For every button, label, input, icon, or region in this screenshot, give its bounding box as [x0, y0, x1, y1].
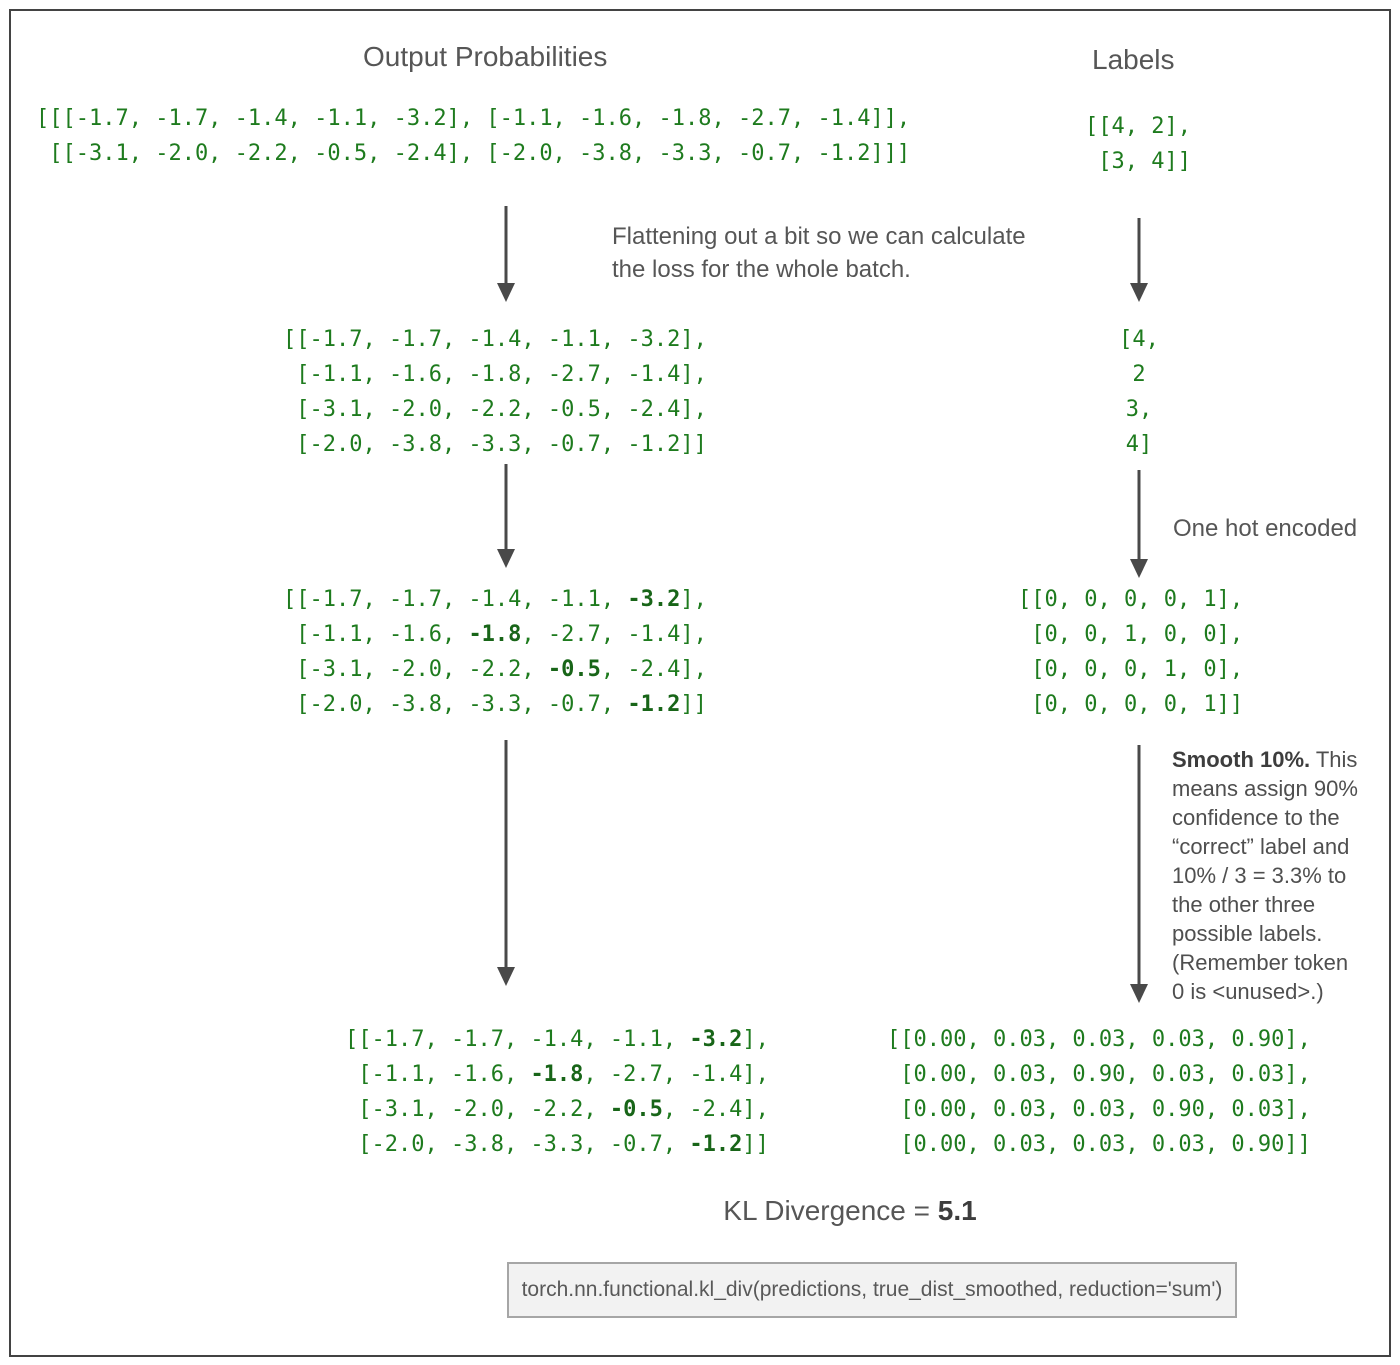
- column-title-output-probabilities: Output Probabilities: [363, 41, 608, 72]
- arrow-head-icon: [497, 967, 515, 986]
- arrow-head-icon: [1130, 283, 1148, 302]
- matrix-logits-highlighted-bottom: [[-1.7, -1.7, -1.4, -1.1, -3.2], [-1.1, -1.6, -1.8, -2.7, -1.4], [-3.1, -2.0, -2.2, -0.5, -2.4], [-2.0, -3.8, -3.3, -0.7, -1.2]]: [345, 1027, 769, 1157]
- arrow-shaft: [505, 464, 508, 552]
- one-hot-note: One hot encoded: [1173, 515, 1358, 542]
- down-arrow-one-hot: [1130, 470, 1148, 578]
- arrow-head-icon: [1130, 984, 1148, 1003]
- down-arrow-smooth: [1130, 745, 1148, 1003]
- matrix-smoothed: [[0.00, 0.03, 0.03, 0.03, 0.90], [0.00, 0.03, 0.90, 0.03, 0.03], [0.00, 0.03, 0.03, 0.90, 0.03], [0.00, 0.03, 0.03, 0.03, 0.90]]: [887, 1027, 1311, 1157]
- matrix-labels-flat: [4, 2 3, 4]: [1119, 327, 1159, 457]
- matrix-labels-2d: [[4, 2], [3, 4]]: [1085, 114, 1191, 174]
- matrix-one-hot: [[0, 0, 0, 0, 1], [0, 0, 1, 0, 0], [0, 0, 0, 1, 0], [0, 0, 0, 0, 1]]: [1018, 587, 1244, 717]
- smooth-note: Smooth 10%. This means assign 90% confidence to the “correct” label and 10% / 3 = 3.3% to the other three possible labels. (Remember token 0 is <unused>.): [1172, 747, 1358, 1004]
- arrow-shaft: [505, 206, 508, 286]
- arrow-shaft: [505, 740, 508, 970]
- kl-divergence-result: KL Divergence = 5.1: [723, 1195, 977, 1226]
- arrow-shaft: [1138, 745, 1141, 987]
- arrow-head-icon: [497, 283, 515, 302]
- down-arrow-flatten-left: [497, 206, 515, 302]
- code-snippet: torch.nn.functional.kl_div(predictions, true_dist_smoothed, reduction='sum'): [521, 1278, 1223, 1301]
- arrow-head-icon: [1130, 559, 1148, 578]
- down-arrow-left-2: [497, 464, 515, 568]
- down-arrow-left-3: [497, 740, 515, 986]
- arrow-shaft: [1138, 470, 1141, 562]
- code-box: [507, 1262, 1237, 1318]
- flattening-note: Flattening out a bit so we can calculate the loss for the whole batch.: [612, 223, 1026, 283]
- column-title-labels: Labels: [1092, 44, 1175, 75]
- matrix-logits-flat: [[-1.7, -1.7, -1.4, -1.1, -3.2], [-1.1, -1.6, -1.8, -2.7, -1.4], [-3.1, -2.0, -2.2, -0.5, -2.4], [-2.0, -3.8, -3.3, -0.7, -1.2]]: [283, 327, 707, 457]
- matrix-logits-highlighted: [[-1.7, -1.7, -1.4, -1.1, -3.2], [-1.1, -1.6, -1.8, -2.7, -1.4], [-3.1, -2.0, -2.2, -0.5, -2.4], [-2.0, -3.8, -3.3, -0.7, -1.2]]: [283, 587, 707, 717]
- arrow-head-icon: [497, 549, 515, 568]
- arrow-shaft: [1138, 218, 1141, 286]
- down-arrow-flatten-right: [1130, 218, 1148, 302]
- matrix-logits-3d: [[[-1.7, -1.7, -1.4, -1.1, -3.2], [-1.1, -1.6, -1.8, -2.7, -1.4]], [[-3.1, -2.0, -2.2, -0.5, -2.4], [-2.0, -3.8, -3.3, -0.7, -1.2]]]: [36, 106, 911, 166]
